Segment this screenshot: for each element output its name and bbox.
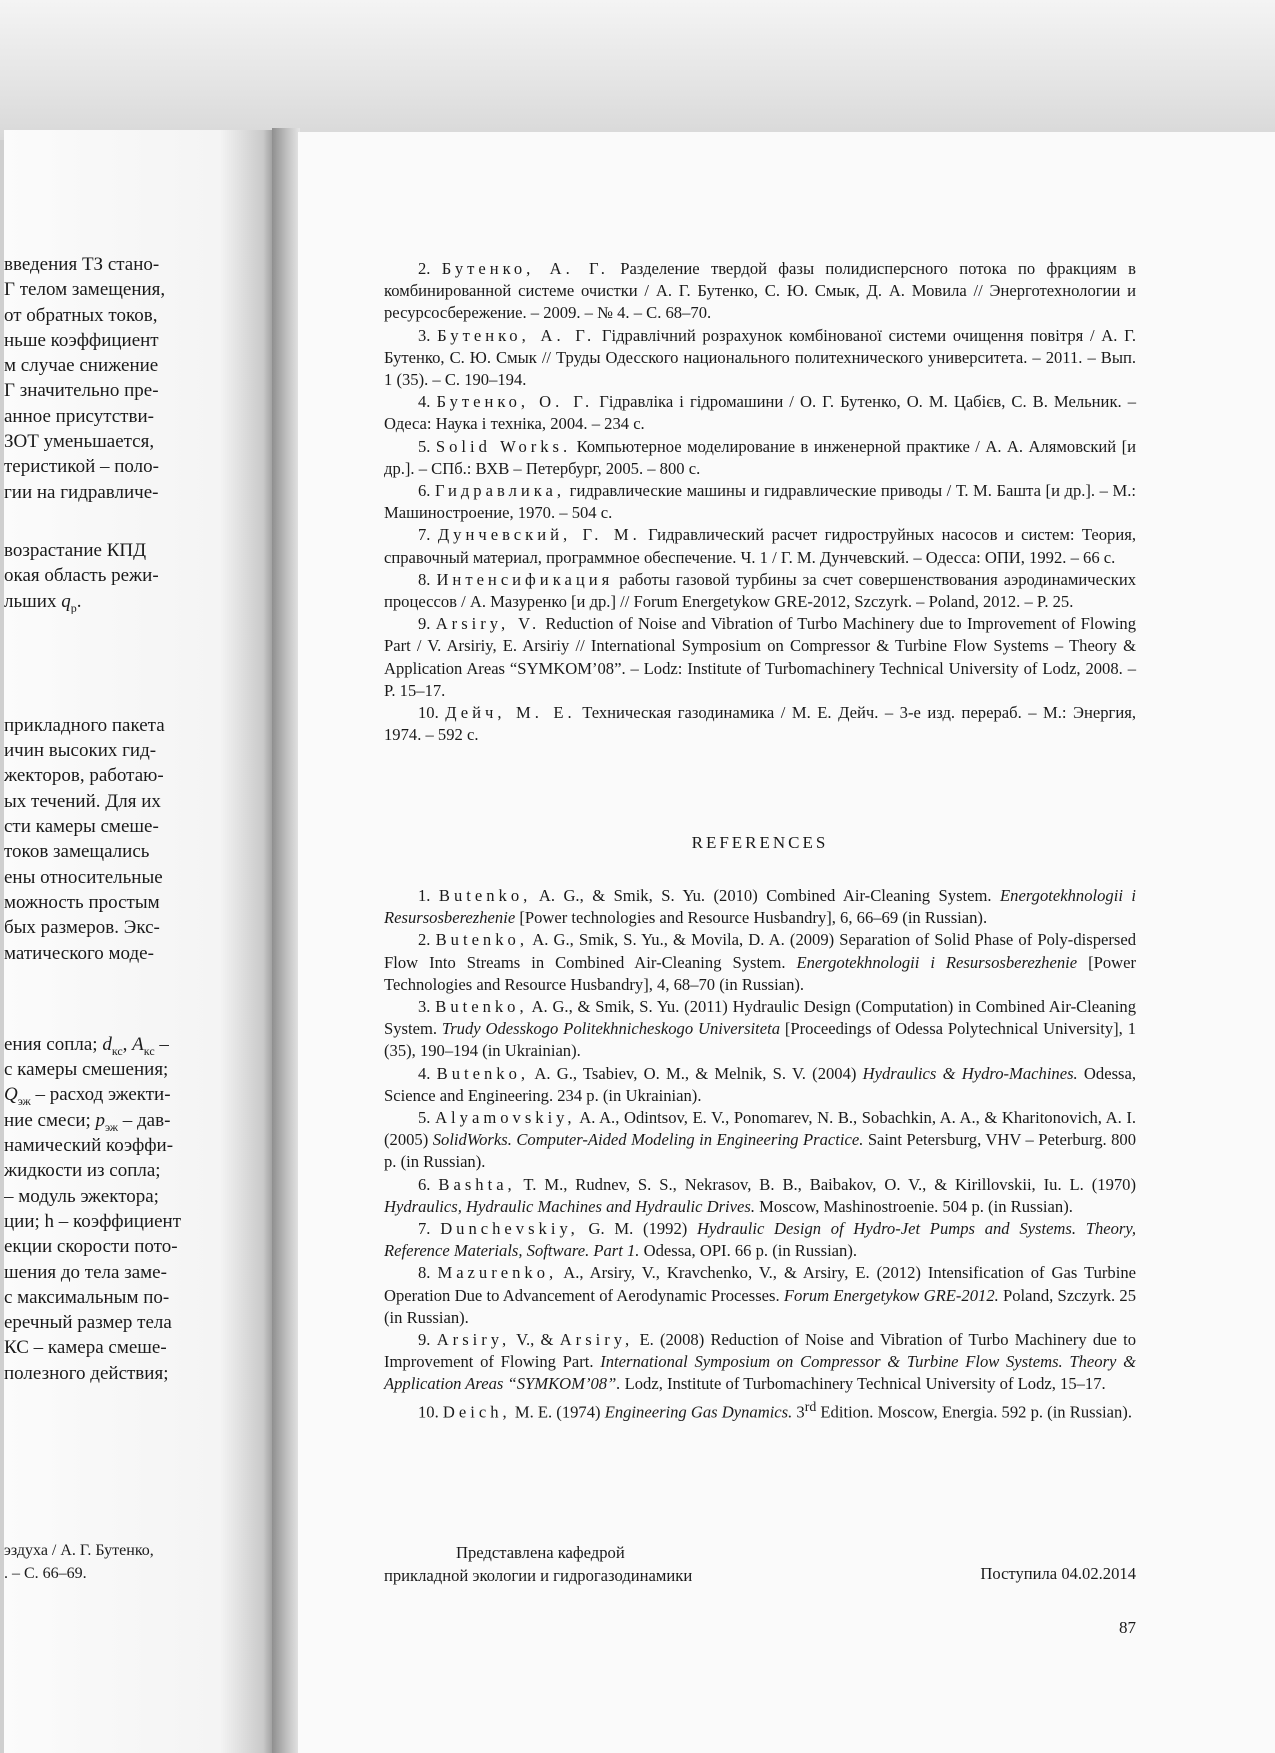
left-text-line: $Q_{эж}$ – расход эжекти-: [4, 1084, 171, 1108]
book-spine-shadow: [272, 128, 300, 1753]
blank-line: [4, 505, 270, 538]
reference-text: M. E. (1974): [510, 1402, 605, 1422]
entry-number: 2.: [418, 259, 442, 278]
entry-number: 7.: [418, 525, 438, 545]
left-text-line: жекторов, работаю-: [4, 765, 164, 787]
left-text-line: возрастание КПД: [4, 539, 147, 561]
reference-author: Butenko,: [435, 930, 528, 950]
entry-number: 9.: [418, 614, 436, 634]
blank-line: [4, 966, 270, 999]
bibliography-list: [384, 258, 1136, 746]
reference-entry: [384, 996, 1136, 1063]
reference-number: 6.: [418, 1174, 439, 1194]
reference-text: A., Arsiry, V., Kravchenko, V., & Arsiry, E. (2012) Intensification of Gas Turbine Operation Due to Advancement of Aerodynamic Processes.: [384, 1263, 1136, 1305]
reference-author: Butenko,: [436, 1063, 530, 1083]
reference-author: Butenko,: [435, 997, 528, 1017]
reference-superscript: rd: [804, 1398, 817, 1414]
left-text-line: ньше коэффициент: [4, 329, 159, 351]
left-text-line: ены относительные: [4, 866, 163, 888]
reference-entry: [384, 1396, 1136, 1424]
left-text-line: прикладного пакета: [4, 714, 165, 736]
left-foot-line: . – С. 66–69.: [4, 1565, 87, 1582]
entry-text: Reduction of Noise and Vibration of Turbo Machinery due to Improvement of Flowing Part / V. Arsiriy, E. Arsiriy // International Symposium on Compressor & Turbine Flow Systems – Theory & Application Areas “SYMKOM’08”. – Lodz: Institute of Turbomachinery Technical University of Lodz, 2008. – P. 15–17.: [384, 614, 1136, 700]
left-page-footnote: [4, 1539, 270, 1585]
references-heading: REFERENCES: [691, 833, 829, 852]
reference-title: Forum Energetykow GRE-2012.: [783, 1285, 999, 1305]
reference-author: Bashta,: [438, 1174, 516, 1194]
left-text-line: сти камеры смеше-: [4, 816, 159, 838]
reference-number: 2.: [418, 930, 436, 950]
entry-author: Интенсификация: [436, 569, 614, 589]
entry-text: Техническая газодинамика / М. Е. Дейч. – 3-е изд. перераб. – М.: Энергия, 1974. – 592 с.: [384, 703, 1136, 745]
presented-by: [384, 1541, 804, 1587]
left-foot-line: эздуха / А. Г. Бутенко,: [4, 1542, 154, 1559]
reference-author: Arsiry,: [559, 1330, 634, 1350]
entry-text: Гідравліка і гідромашини / О. Г. Бутенко, О. М. Цабієв, С. В. Мельник. – Одеса: Наука і техніка, 2004. – 234 с.: [384, 392, 1136, 434]
left-text-line: ения сопла; $d_{кс}$, $A_{кс}$ –: [4, 1033, 169, 1058]
blank-line: [4, 999, 270, 1032]
entry-text: Гідравлічний розрахунок комбінованої системи очищення повітря / А. Г. Бутенко, С. Ю. Смык // Труды Одесского национального политехнического университета. – 2011. – Вып. 1 (35). – С. 190–194.: [384, 325, 1137, 390]
reference-text: A. G., Tsabiev, O. M., & Melnik, S. V. (2004): [529, 1063, 863, 1083]
reference-entry: [384, 929, 1136, 996]
entry-text: работы газовой турбины за счет совершенствования аэродинамических процессов / А. Мазуренко [и др.] // Forum Energetykow GRE-2012, Szczyrk. – Poland, 2012. – P. 25.: [384, 569, 1136, 612]
entry-number: 8.: [418, 569, 437, 589]
reference-text: E. (2008) Reduction of Noise and Vibration of Turbo Machinery due to Improvement of Flowing Part.: [384, 1330, 1136, 1372]
reference-entry: [384, 1329, 1136, 1396]
reference-text: T. M., Rudnev, S. S., Nekrasov, B. B., Baibakov, O. V., & Kirillovskii, Iu. L. (1970): [515, 1174, 1136, 1194]
entry-author: Solid Works.: [435, 436, 572, 456]
reference-text: A. G., Smik, S. Yu., & Movila, D. A. (2009) Separation of Solid Phase of Poly-dispersed Flow Into Streams in Combined Air-Cleaning System.: [384, 930, 1136, 972]
reference-text: 3: [792, 1402, 805, 1422]
left-text-line: КС – камера смеше-: [4, 1337, 167, 1359]
reference-text: A. G., & Smik, S. Yu. (2011) Hydraulic Design (Computation) in Combined Air-Cleaning System.: [384, 997, 1137, 1039]
reference-text: Odessa, Science and Engineering. 234 p. (in Ukrainian).: [384, 1063, 1136, 1105]
left-text-line: полезного действия;: [4, 1362, 169, 1384]
left-text-line: Г значительно пре-: [4, 380, 159, 402]
reference-number: 10.: [418, 1402, 443, 1422]
reference-title: Energotekhnologii i Resursosberezhenie: [796, 952, 1078, 972]
entry-author: Бутенко, А. Г.: [437, 325, 596, 345]
bibliography-entry: [384, 436, 1136, 480]
entry-author: Дунчевский, Г. М.: [437, 525, 641, 545]
page-number: 87: [1119, 1618, 1136, 1637]
reference-text: Edition. Moscow, Energia. 592 p. (in Russian).: [816, 1402, 1132, 1422]
reference-text: V., &: [510, 1330, 560, 1350]
bibliography-entry: [384, 524, 1136, 568]
entry-author: Бутенко, О. Г.: [436, 392, 594, 412]
reference-author: Butenko,: [438, 886, 532, 905]
reference-title: Trudy Odesskogo Politekhnicheskogo Universiteta: [441, 1019, 781, 1039]
left-text-line: намический коэффи-: [4, 1135, 174, 1157]
reference-number: 7.: [418, 1219, 441, 1239]
reference-text: Odessa, OPI. 66 p. (in Russian).: [639, 1241, 858, 1261]
left-text-line: ции; h – коэффициент: [4, 1210, 181, 1232]
bibliography-entry: [384, 325, 1136, 392]
reference-text: [Power technologies and Resource Husbandry], 6, 66–69 (in Russian).: [515, 908, 988, 928]
left-text-line: гии на гидравличе-: [4, 481, 159, 503]
entry-text: Разделение твердой фазы полидисперсного потока по фракциям в комбинированной системе очистки / А. Г. Бутенко, С. Ю. Смык, Д. А. Мовила // Энерготехнологии и ресурсосбережение. – 2009. – № 4. – С. 68–70.: [384, 259, 1137, 323]
left-text-line: можность простым: [4, 891, 160, 913]
left-text-line: ичин высоких гид-: [4, 740, 157, 762]
entry-author: Бутенко, А. Г.: [441, 259, 609, 278]
reference-author: Deich,: [442, 1402, 511, 1422]
reference-text: A. A., Odintsov, E. V., Ponomarev, N. B., Sobachkin, A. A., & Kharitonovich, A. I. (2005): [384, 1108, 1137, 1150]
references-list: [384, 885, 1136, 1423]
left-text-line: – модуль эжектора;: [4, 1185, 159, 1207]
blank-line: [4, 614, 270, 647]
left-text-line: ЗОТ уменьшается,: [4, 431, 155, 453]
reference-entry: [384, 885, 1136, 929]
bibliography-entry: [384, 569, 1136, 613]
reference-text: Moscow, Mashinostroenie. 504 p. (in Russian).: [755, 1196, 1073, 1216]
reference-text: [Power Technologies and Resource Husbandry], 4, 68–70 (in Russian).: [384, 952, 1137, 994]
left-text-line: анное присутстви-: [4, 405, 154, 427]
entry-text: Гидравлический расчет гидроструйных насосов и систем: Теория, справочный материал, программное обеспечение. Ч. 1 / Г. М. Дунчевский. – Одесса: ОПИ, 1992. – 66 с.: [384, 525, 1136, 567]
left-text-line: льших $q_р$.: [4, 590, 82, 614]
bibliography-entry: [384, 702, 1136, 746]
left-text-line: м случае снижение: [4, 355, 159, 377]
left-text-line: еречный размер тела: [4, 1312, 172, 1334]
reference-title: SolidWorks. Computer-Aided Modeling in Engineering Practice.: [432, 1130, 864, 1150]
left-text-line: токов замещались: [4, 841, 150, 863]
presented-line-1: Представлена кафедрой: [456, 1543, 625, 1562]
left-text-line: екции скорости пото-: [4, 1236, 178, 1258]
left-text-line: бых размеров. Экс-: [4, 917, 160, 939]
reference-entry: [384, 1174, 1136, 1218]
left-text-line: с максимальным по-: [4, 1286, 170, 1308]
reference-entry: [384, 1218, 1136, 1262]
left-text-line: матического моде-: [4, 942, 154, 964]
left-text-line: введения ТЗ стано-: [4, 254, 160, 275]
reference-author: Arsiry,: [436, 1330, 511, 1350]
received-date: Поступила 04.02.2014: [980, 1564, 1136, 1583]
bibliography-entry: [384, 258, 1136, 325]
bibliography-entry: [384, 391, 1136, 435]
bibliography-entry: [384, 613, 1136, 702]
entry-number: 3.: [418, 325, 438, 345]
scan-top-shadow: [0, 0, 1275, 140]
reference-number: 5.: [418, 1108, 436, 1128]
entry-author: Дейч, М. Е.: [445, 703, 576, 723]
left-text-line: жидкости из сопла;: [4, 1160, 161, 1182]
reference-number: 3.: [418, 997, 436, 1017]
left-text-line: ние смеси; $p_{эж} - дав-$: [4, 1109, 171, 1134]
left-text-line: окая область режи-: [4, 565, 159, 587]
left-text-line: Г телом замещения,: [4, 279, 166, 301]
reference-text: Poland, Szczyrk. 25 (in Russian).: [384, 1285, 1137, 1327]
reference-author: Dunchevskiy,: [440, 1219, 579, 1239]
reference-author: Alyamovskiy,: [435, 1108, 576, 1128]
entry-text: гидравлические машины и гидравлические приводы / Т. М. Башта [и др.]. – М.: Машиностроение, 1970. – 504 с.: [384, 481, 1137, 523]
reference-entry: [384, 1262, 1136, 1329]
entry-number: 6.: [418, 481, 436, 501]
blank-line: [4, 647, 270, 680]
reference-title: Engineering Gas Dynamics.: [604, 1402, 793, 1422]
presented-line-2: прикладной экологии и гидрогазодинамики: [384, 1566, 693, 1585]
entry-author: Гидравлика,: [435, 481, 566, 501]
blank-line: [4, 680, 270, 713]
reference-title: Hydraulic Design of Hydro-Jet Pumps and Systems. Theory, Reference Materials, Software. Part 1.: [384, 1219, 1136, 1261]
reference-title: Hydraulics, Hydraulic Machines and Hydraulic Drives.: [384, 1196, 755, 1216]
left-text-line: с камеры смешения;: [4, 1059, 169, 1081]
entry-number: 10.: [418, 703, 446, 723]
reference-author: Mazurenko,: [437, 1263, 558, 1283]
reference-number: 8.: [418, 1263, 438, 1283]
reference-text: G. M. (1992): [578, 1219, 698, 1239]
reference-title: Energotekhnologii i Resursosberezhenie: [384, 886, 1137, 928]
reference-entry: [384, 1063, 1136, 1107]
entry-number: 5.: [418, 436, 436, 456]
left-text-line: шения до тела заме-: [4, 1261, 167, 1283]
left-text-line: от обратных токов,: [4, 304, 158, 326]
reference-number: 9.: [418, 1330, 437, 1350]
reference-text: Lodz, Institute of Turbomachinery Technical University of Lodz, 15–17.: [620, 1374, 1106, 1394]
reference-text: [Proceedings of Odessa Polytechnical University], 1 (35), 190–194 (in Ukrainian).: [384, 1019, 1136, 1061]
bibliography-entry: [384, 480, 1136, 524]
reference-text: A. G., & Smik, S. Yu. (2010) Combined Air-Cleaning System.: [531, 886, 1001, 905]
entry-text: Компьютерное моделирование в инженерной практике / А. А. Алямовский [и др.]. – СПб.: ВХВ – Петербург, 2005. – 800 с.: [384, 436, 1137, 478]
entry-number: 4.: [418, 392, 437, 412]
reference-number: 4.: [418, 1063, 437, 1083]
reference-text: Saint Petersburg, VHV – Peterburg. 800 p. (in Russian).: [384, 1130, 1136, 1172]
left-text-line: ых течений. Для их: [4, 790, 161, 812]
left-text-line: теристикой – поло-: [4, 456, 159, 478]
reference-title: Hydraulics & Hydro-Machines.: [862, 1063, 1078, 1083]
left-page-text: [4, 252, 270, 1386]
reference-number: 1.: [418, 886, 439, 905]
reference-title: International Symposium on Compressor & Turbine Flow Systems. Theory & Application Areas “SYMKOM’08”.: [384, 1352, 1136, 1394]
reference-entry: [384, 1107, 1136, 1174]
entry-author: Arsiry, V.: [435, 614, 541, 634]
